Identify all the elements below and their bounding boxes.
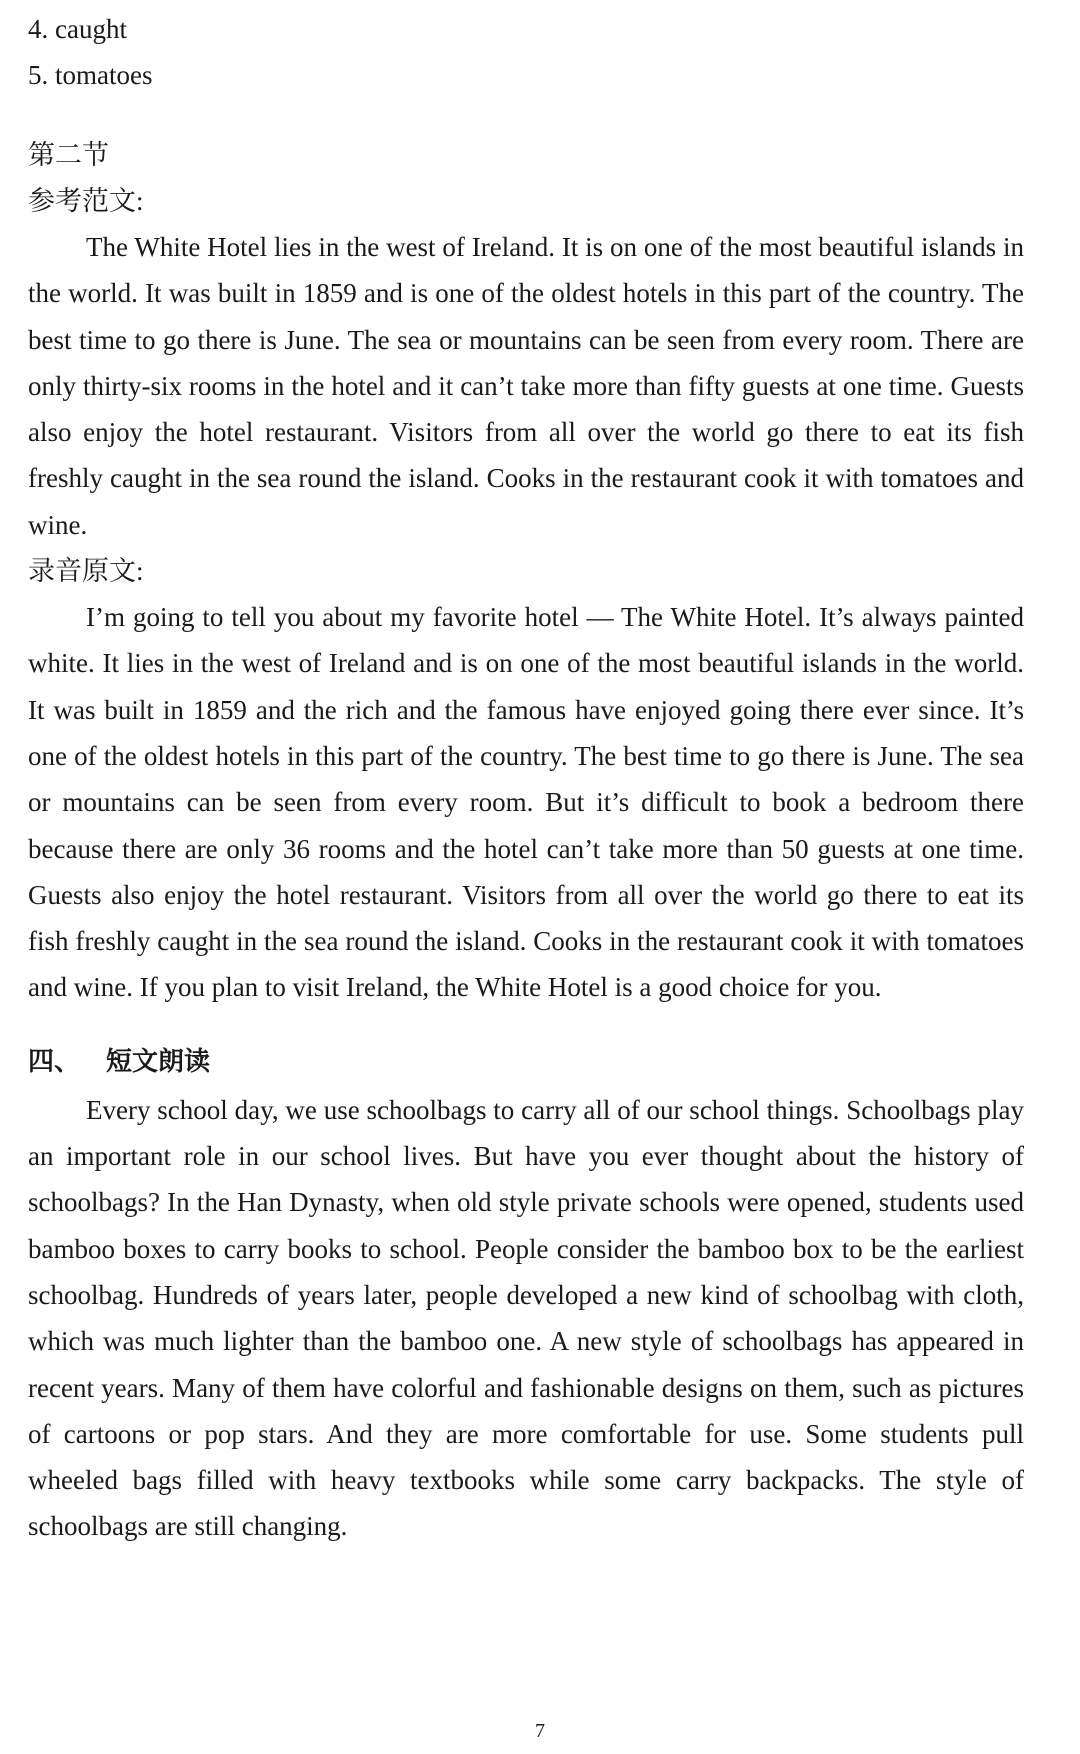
sample-essay-label: 参考范文: bbox=[28, 186, 144, 216]
reading-passage: Every school day, we use schoolbags to carry all of our school things. Schoolbags play an important role in our school lives. But have you ever thought about the history of schoolbags? In the Han Dynasty, when old style private schools were opened, students used bamboo boxes to carry books to school. People consider the bamboo box to be the earliest schoolbag. Hundreds of years later, people developed a new kind of schoolbag with cloth, which was much lighter than the bamboo one. A new style of schoolbags has appeared in recent years. Many of them have colorful and fashionable designs on them, such as pictures of cartoons or pop stars. And they are more comfortable for use. Some students pull wheeled bags filled with heavy textbooks while some carry backpacks. The style of schoolbags are still changing. bbox=[28, 1094, 1024, 1542]
section-4-title: 短文朗读 bbox=[106, 1046, 211, 1077]
answer-5: 5. tomatoes bbox=[28, 60, 153, 90]
spacer bbox=[28, 1011, 1024, 1037]
page-number: 7 bbox=[535, 1720, 545, 1742]
sample-essay-text: The White Hotel lies in the west of Ireland. It is on one of the most beautiful islands in the world. It was built in 1859 and is one of the oldest hotels in this part of the country. The best time to go there is June. The sea or mountains can be seen from every room. There are only thirty-six rooms in the hotel and it can’t take more than fifty guests at one time. Guests also enjoy the hotel restaurant. Visitors from all over the world go there to eat its fish freshly caught in the sea round the island. Cooks in the restaurant cook it with tomatoes and wine. bbox=[28, 232, 1024, 540]
spacer bbox=[28, 98, 1024, 132]
section-4-number: 四、 bbox=[28, 1046, 81, 1077]
transcript-text: I’m going to tell you about my favorite hotel — The White Hotel. It’s always painted white. It lies in the west of Ireland and is on one of the most beautiful islands in the world. It was built in 1859 and the rich and the famous have enjoyed going there ever since. It’s one of the oldest hotels in this part of the country. The best time to go there is June. The sea or mountains can be seen from every room. But it’s difficult to book a bedroom there because there are only 36 rooms and the hotel can’t take more than 50 guests at one time. Guests also enjoy the hotel restaurant. Visitors from all over the world go there to eat its fish freshly caught in the sea round the island. Cooks in the restaurant cook it with tomatoes and wine. If you plan to visit Ireland, the White Hotel is a good choice for you. bbox=[28, 602, 1024, 1003]
document-page bbox=[28, 6, 1024, 1550]
section-2-heading: 第二节 bbox=[28, 140, 109, 170]
section-4-heading bbox=[28, 1037, 1024, 1087]
transcript-label: 录音原文: bbox=[28, 556, 144, 587]
answer-4: 4. caught bbox=[28, 14, 127, 44]
